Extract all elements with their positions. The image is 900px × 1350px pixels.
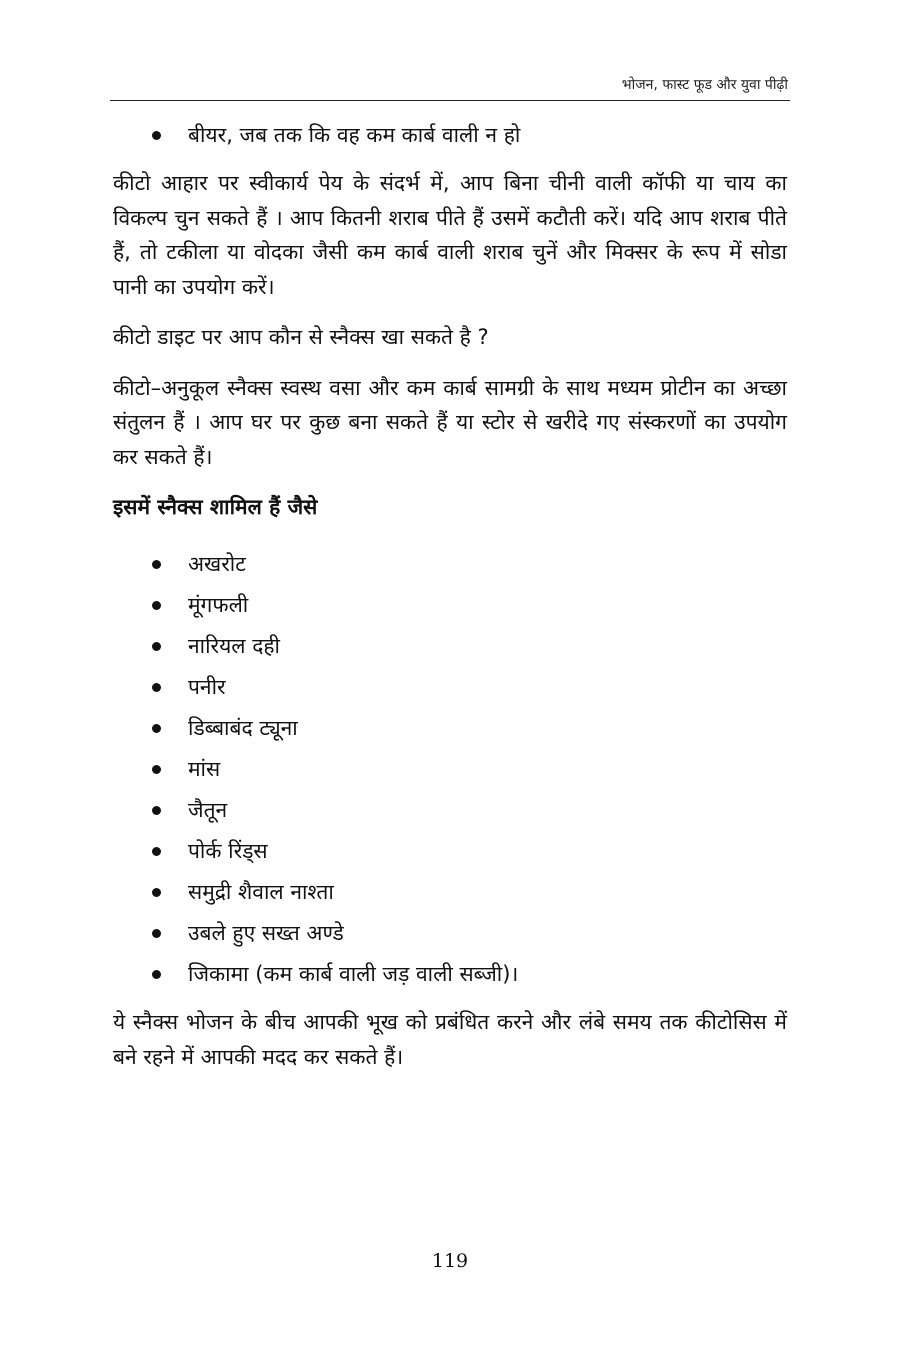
list-item [113,831,787,872]
continued-bullet-list [113,115,787,156]
bullet-dot-icon [152,560,161,569]
bullet-dot-icon [152,847,161,856]
page-number: 119 [431,1250,469,1272]
closing-paragraph: ये स्नैक्स भोजन के बीच आपकी भूख को प्रबंधित करने और लंबे समय तक कीटोसिस में बने रहने में आपकी मदद कर सकते हैं। [113,1010,787,1069]
snacks-intro-paragraph: कीटो–अनुकूल स्नैक्स स्वस्थ वसा और कम कार्ब सामग्री के साथ मध्यम प्रोटीन का अच्छा संतुलन हैं । आप घर पर कुछ बना सकते हैं या स्टोर से खरीदे गए संस्करणों का उपयोग कर सकते हैं। [113,375,787,469]
bullet-dot-icon [152,806,161,815]
snack-list [113,544,787,995]
bullet-dot-icon [152,131,161,140]
page-content [113,115,787,1090]
list-item [113,115,787,156]
bullet-dot-icon [152,970,161,979]
list-item [113,790,787,831]
list-item-text: बीयर, जब तक कि वह कम कार्ब वाली न हो [188,123,521,147]
list-item-text: उबले हुए सख्त अण्डे [188,921,344,945]
beverages-paragraph: कीटो आहार पर स्वीकार्य पेय के संदर्भ में, आप बिना चीनी वाली कॉफी या चाय का विकल्प चुन सकते हैं । आप कितनी शराब पीते हैं उसमें कटौती करें। यदि आप शराब पीते हैं, तो टकीला या वोदका जैसी कम कार्ब वाली शराब चुनें और मिक्सर के रूप में सोडा पानी का उपयोग करें। [113,171,787,299]
bullet-dot-icon [152,765,161,774]
running-header: भोजन, फास्ट फूड और युवा पीढ़ी [621,77,788,93]
list-item [113,585,787,626]
list-item [113,626,787,667]
bullet-dot-icon [152,601,161,610]
question-paragraph: कीटो डाइट पर आप कौन से स्नैक्स खा सकते है ? [113,325,489,349]
snacks-heading: इसमें स्नैक्स शामिल हैं जैसे [113,495,318,519]
list-item-text: पनीर [188,675,226,699]
list-item-text: समुद्री शैवाल नाश्ता [188,880,334,904]
list-item [113,872,787,913]
list-item [113,913,787,954]
list-item [113,544,787,585]
list-item-text: मांस [188,757,221,781]
list-item-text: जिकामा (कम कार्ब वाली जड़ वाली सब्जी)। [188,962,519,986]
bullet-dot-icon [152,929,161,938]
bullet-dot-icon [152,642,161,651]
bullet-dot-icon [152,888,161,897]
bullet-dot-icon [152,724,161,733]
list-item [113,954,787,995]
header-rule [110,100,790,101]
list-item-text: मूंगफली [188,593,249,617]
list-item-text: जैतून [188,798,228,822]
list-item [113,708,787,749]
list-item-text: नारियल दही [188,634,280,658]
list-item [113,667,787,708]
list-item-text: पोर्क रिंड्स [188,839,268,863]
list-item-text: अखरोट [188,552,246,576]
list-item [113,749,787,790]
bullet-dot-icon [152,683,161,692]
list-item-text: डिब्बाबंद ट्यूना [188,716,298,740]
